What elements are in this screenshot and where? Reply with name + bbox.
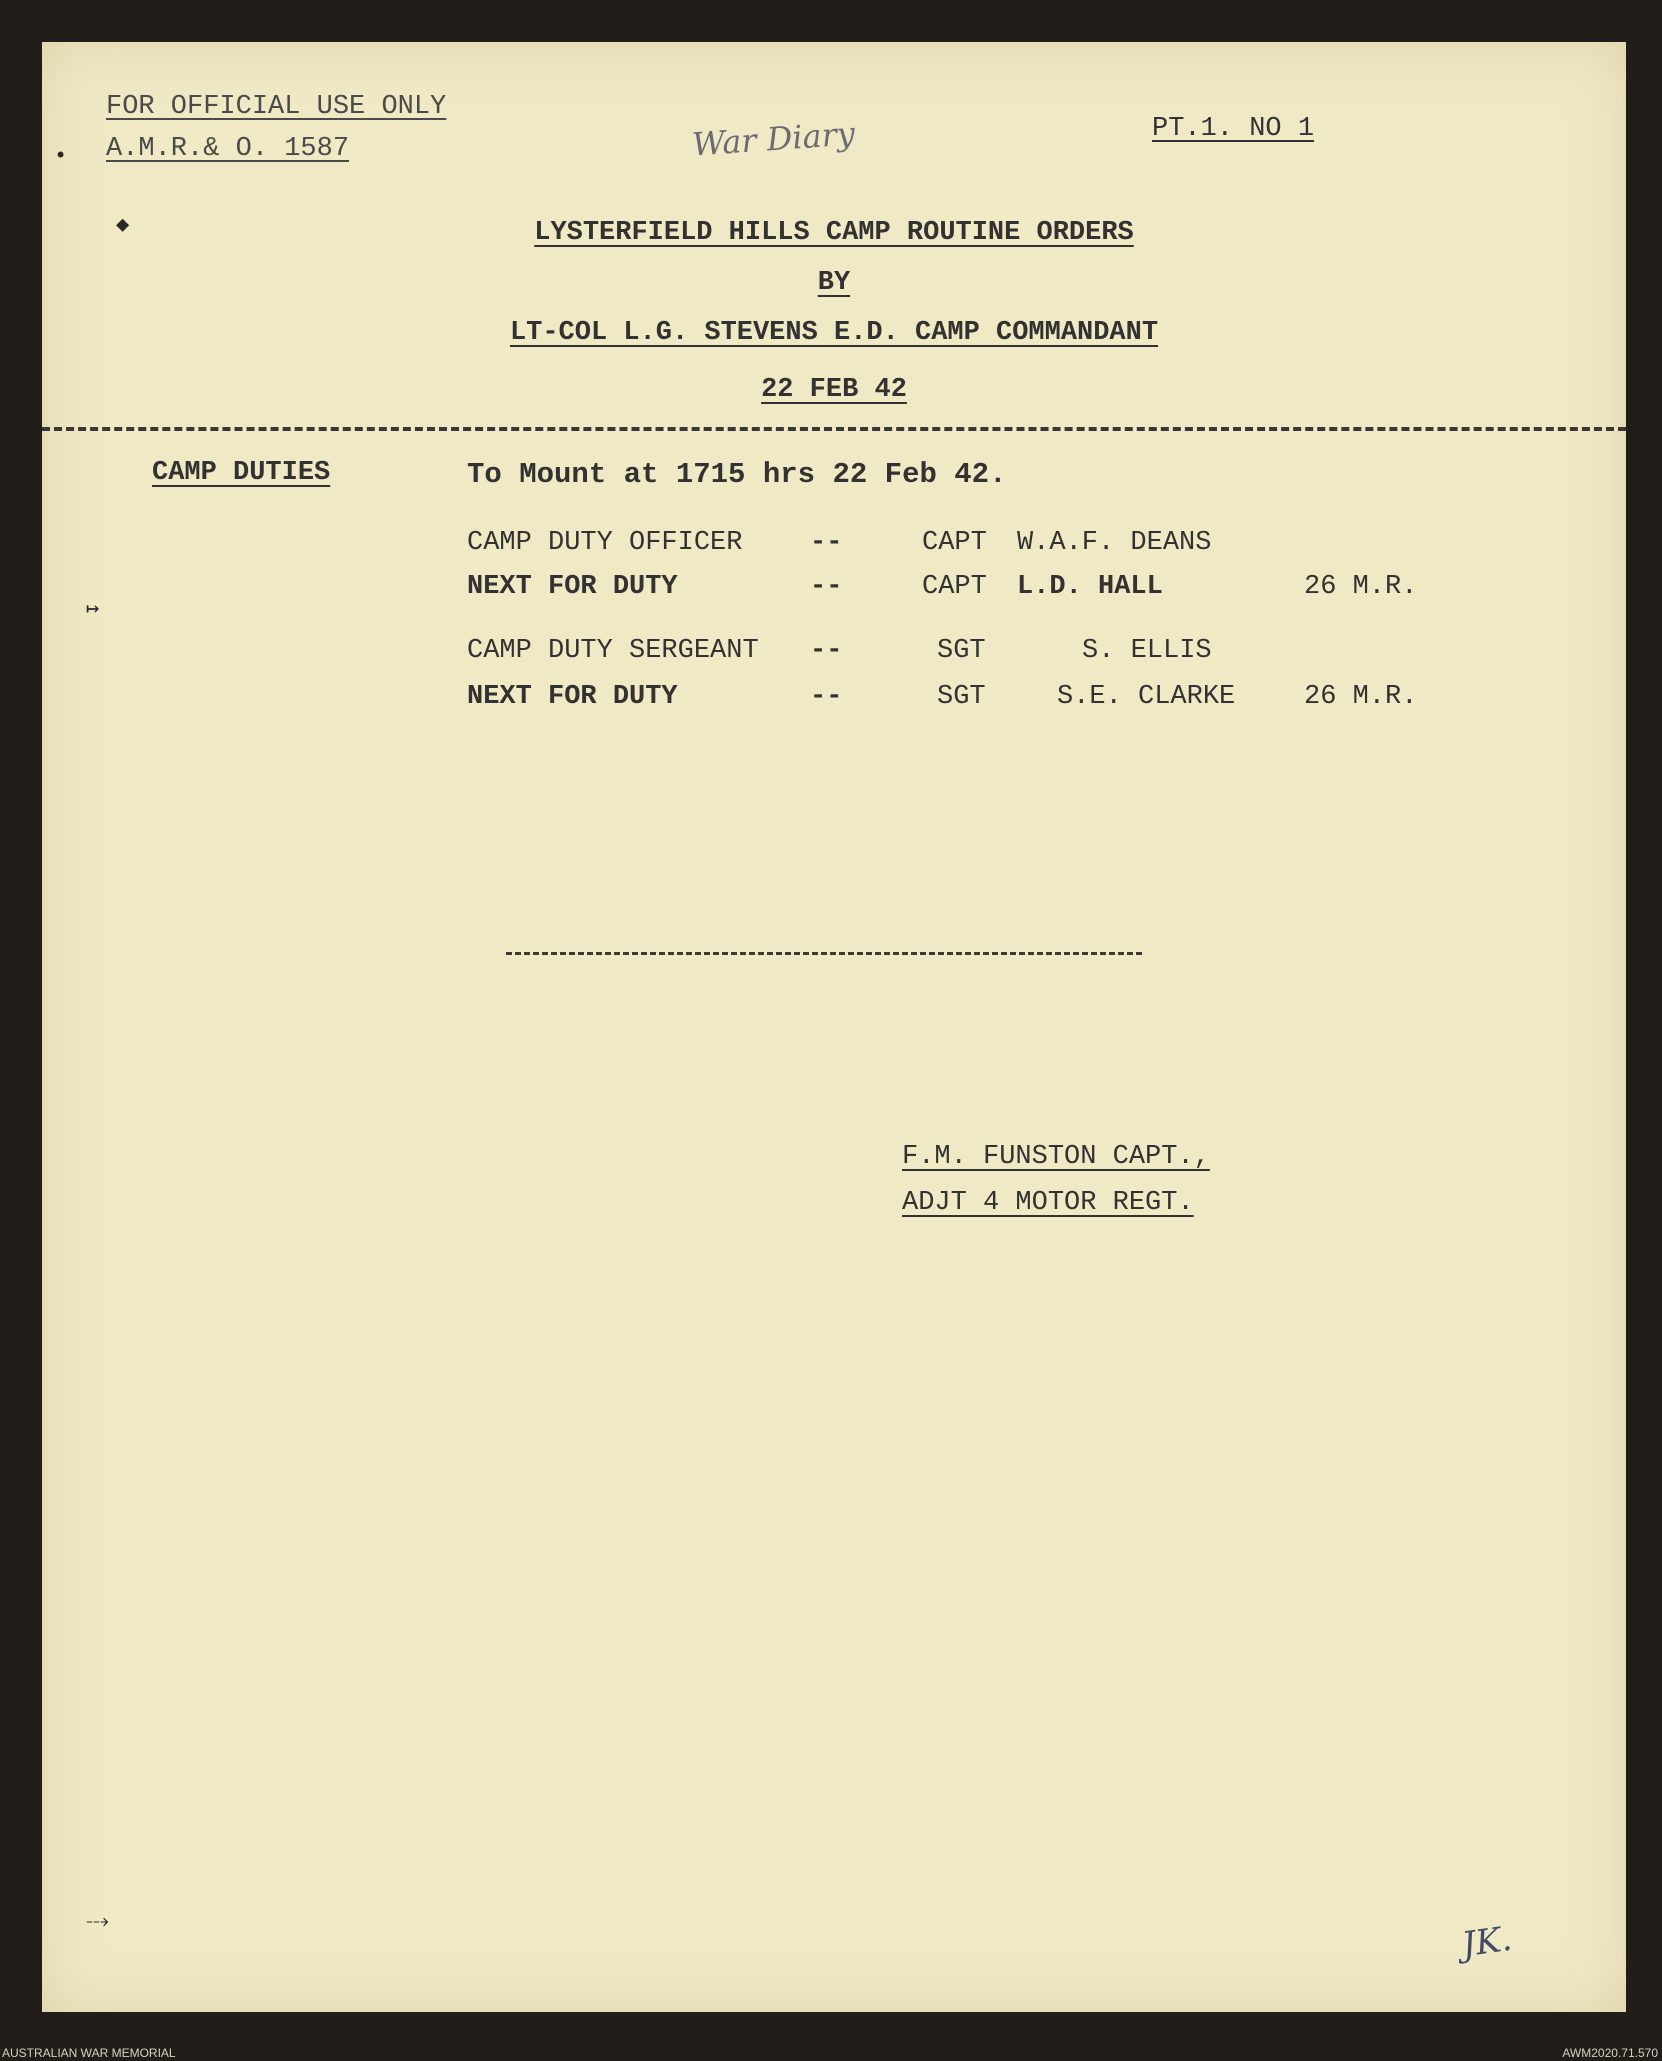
official-use-stamp: FOR OFFICIAL USE ONLY <box>106 92 447 122</box>
section-divider <box>506 952 1142 955</box>
duty-name: S.E. CLARKE <box>1057 682 1236 712</box>
duty-role: CAMP DUTY OFFICER <box>467 528 743 558</box>
handwritten-war-diary: War Diary <box>690 114 857 164</box>
signature-line-2: ADJT 4 MOTOR REGT. <box>902 1188 1194 1218</box>
punch-mark: ◆ <box>116 213 130 238</box>
duty-separator: -- <box>810 528 843 558</box>
duty-role: NEXT FOR DUTY <box>467 682 678 712</box>
duty-name: W.A.F. DEANS <box>1017 528 1212 558</box>
duty-unit: 26 M.R. <box>1304 682 1418 712</box>
title-line-1: LYSTERFIELD HILLS CAMP ROUTINE ORDERS <box>534 218 1134 248</box>
duty-separator: -- <box>810 572 843 602</box>
camp-duties-intro: To Mount at 1715 hrs 22 Feb 42. <box>467 458 1007 491</box>
title-date: 22 FEB 42 <box>761 375 907 405</box>
signature-line-1: F.M. FUNSTON CAPT., <box>902 1142 1210 1172</box>
duty-name: S. ELLIS <box>1082 636 1212 666</box>
duty-role: CAMP DUTY SERGEANT <box>467 636 759 666</box>
punch-mark: • <box>54 144 68 169</box>
title-line-2: BY <box>817 268 851 298</box>
duty-role: NEXT FOR DUTY <box>467 572 678 602</box>
footer-left: AUSTRALIAN WAR MEMORIAL <box>2 2046 176 2060</box>
amr-stamp: A.M.R.& O. 1587 <box>106 134 350 164</box>
duty-rank: CAPT <box>922 528 987 558</box>
staple-mark: ↦ <box>86 597 100 622</box>
title-line-3: LT-COL L.G. STEVENS E.D. CAMP COMMANDANT <box>509 318 1159 348</box>
duty-rank: SGT <box>937 682 986 712</box>
duty-rank: SGT <box>937 636 986 666</box>
document-page <box>42 42 1626 2012</box>
part-number: PT.1. NO 1 <box>1152 114 1315 144</box>
staple-mark: ⤏ <box>86 1910 109 1935</box>
duty-rank: CAPT <box>922 572 987 602</box>
duty-separator: -- <box>810 682 843 712</box>
duty-unit: 26 M.R. <box>1304 572 1418 602</box>
duty-separator: -- <box>810 636 843 666</box>
footer-right: AWM2020.71.570 <box>1562 2046 1658 2060</box>
handwritten-initials: JK. <box>1459 1918 1515 1966</box>
camp-duties-heading: CAMP DUTIES <box>152 458 331 488</box>
duty-name: L.D. HALL <box>1017 572 1163 602</box>
title-divider <box>42 427 1626 431</box>
